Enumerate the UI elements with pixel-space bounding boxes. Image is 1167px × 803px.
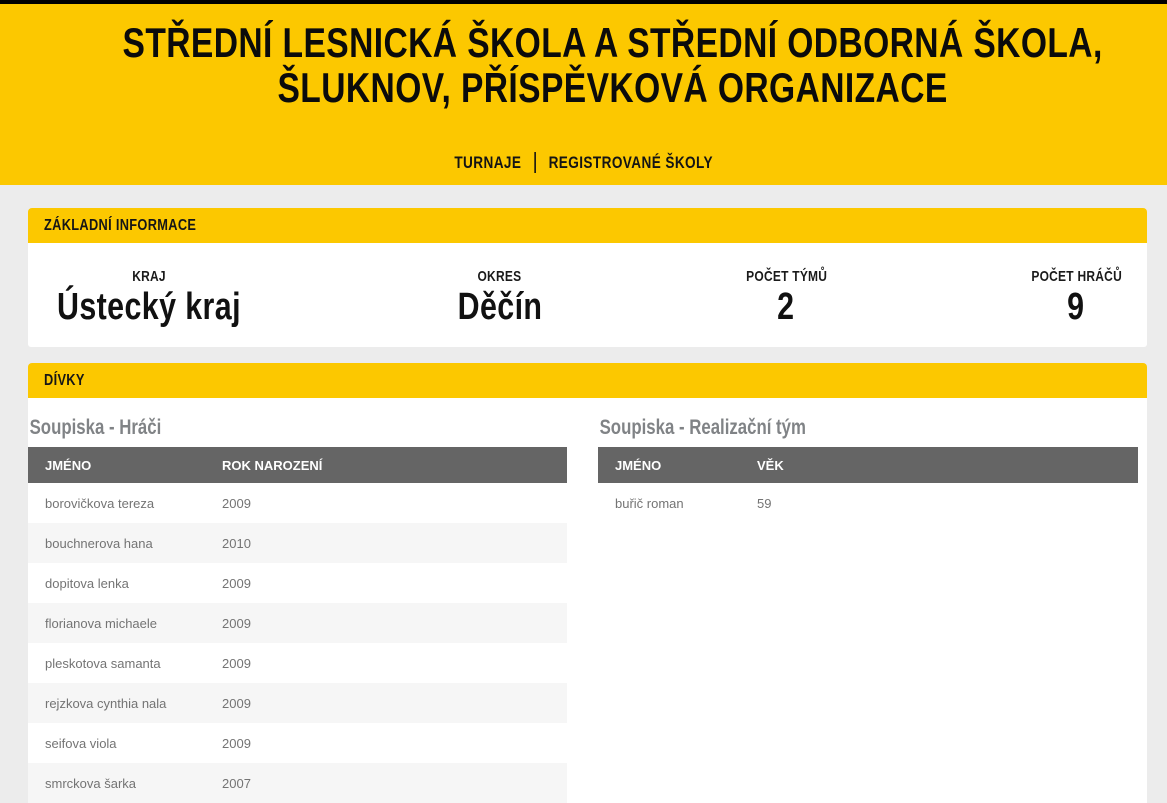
section-divky [28, 363, 1147, 803]
player-row [28, 603, 567, 643]
player-row [28, 723, 567, 763]
section-basic-info [28, 208, 1147, 347]
player-birth-year: 2010 [222, 535, 251, 551]
player-row [28, 483, 567, 523]
player-birth-year: 2009 [222, 735, 251, 751]
player-row [28, 643, 567, 683]
info-label-pocet-tymu: POČET TÝMŮ [745, 267, 827, 285]
staff-name: buřič roman [615, 495, 684, 511]
player-name: borovičkova tereza [45, 495, 155, 511]
info-label-pocet-hracu: POČET HRÁČŮ [1030, 267, 1122, 285]
staff-age: 59 [757, 495, 772, 511]
staff-header-cell-age: VĚK [757, 457, 784, 473]
player-name: seifova viola [45, 735, 117, 751]
main-nav [0, 152, 1167, 173]
staff-table-title: Soupiska - Realizační tým [599, 416, 806, 439]
player-name: rejzkova cynthia nala [45, 695, 167, 711]
staff-table-header-row [598, 447, 1138, 483]
page-title-line1: STŘEDNÍ LESNICKÁ ŠKOLA A STŘEDNÍ ODBORNÁ ŠKOLA, [122, 19, 1103, 66]
info-field-kraj [34, 249, 264, 347]
page-container [28, 208, 1147, 803]
player-row [28, 563, 567, 603]
players-header-cell-year: ROK NAROZENÍ [222, 457, 323, 473]
players-table [28, 447, 567, 803]
player-birth-year: 2009 [222, 655, 251, 671]
player-name: bouchnerova hana [45, 535, 153, 551]
site-header [0, 4, 1167, 185]
player-birth-year: 2009 [222, 615, 251, 631]
player-name: florianova michaele [45, 615, 158, 631]
staff-table [598, 447, 1138, 523]
players-table-header-row [28, 447, 567, 483]
players-header-cell-name: JMÉNO [45, 457, 92, 473]
info-field-okres [447, 249, 553, 347]
info-value-okres: Děčín [457, 285, 543, 328]
staff-row [598, 483, 1138, 523]
basic-info-body [28, 243, 1147, 347]
info-label-kraj: KRAJ [132, 267, 166, 285]
players-table-title: Soupiska - Hráči [29, 416, 162, 439]
page-title-line2: ŠLUKNOV, PŘÍSPĚVKOVÁ ORGANIZACE [277, 64, 948, 111]
player-birth-year: 2009 [222, 695, 251, 711]
nav-divider [534, 152, 536, 173]
staff-header-cell-name: JMÉNO [615, 457, 662, 473]
player-row [28, 763, 567, 803]
player-name: smrckova šarka [45, 775, 137, 791]
players-table-column [28, 398, 567, 803]
staff-table-body [598, 483, 1138, 523]
page-title [0, 20, 1167, 110]
player-birth-year: 2009 [222, 495, 251, 511]
player-name: pleskotova samanta [45, 655, 161, 671]
info-label-okres: OKRES [477, 267, 522, 285]
player-row [28, 683, 567, 723]
section-bar-divky [28, 363, 1147, 398]
info-field-pocet-tymu [736, 249, 837, 347]
nav-item-registrovane-skoly[interactable]: REGISTROVANÉ ŠKOLY [548, 152, 713, 172]
player-name: dopitova lenka [45, 575, 129, 591]
players-table-body [28, 483, 567, 803]
section-bar-basic-info-label: ZÁKLADNÍ INFORMACE [44, 216, 197, 234]
nav-item-turnaje[interactable]: TURNAJE [454, 152, 522, 172]
section-bar-divky-label: DÍVKY [44, 371, 85, 389]
info-field-pocet-hracu [1020, 249, 1133, 347]
player-birth-year: 2007 [222, 775, 251, 791]
player-row [28, 523, 567, 563]
info-value-pocet-tymu: 2 [777, 285, 795, 328]
info-value-kraj: Ústecký kraj [56, 285, 241, 328]
player-birth-year: 2009 [222, 575, 251, 591]
staff-table-column [598, 398, 1138, 803]
section-bar-basic-info [28, 208, 1147, 243]
divky-body [28, 398, 1147, 803]
info-value-pocet-hracu: 9 [1067, 285, 1085, 328]
